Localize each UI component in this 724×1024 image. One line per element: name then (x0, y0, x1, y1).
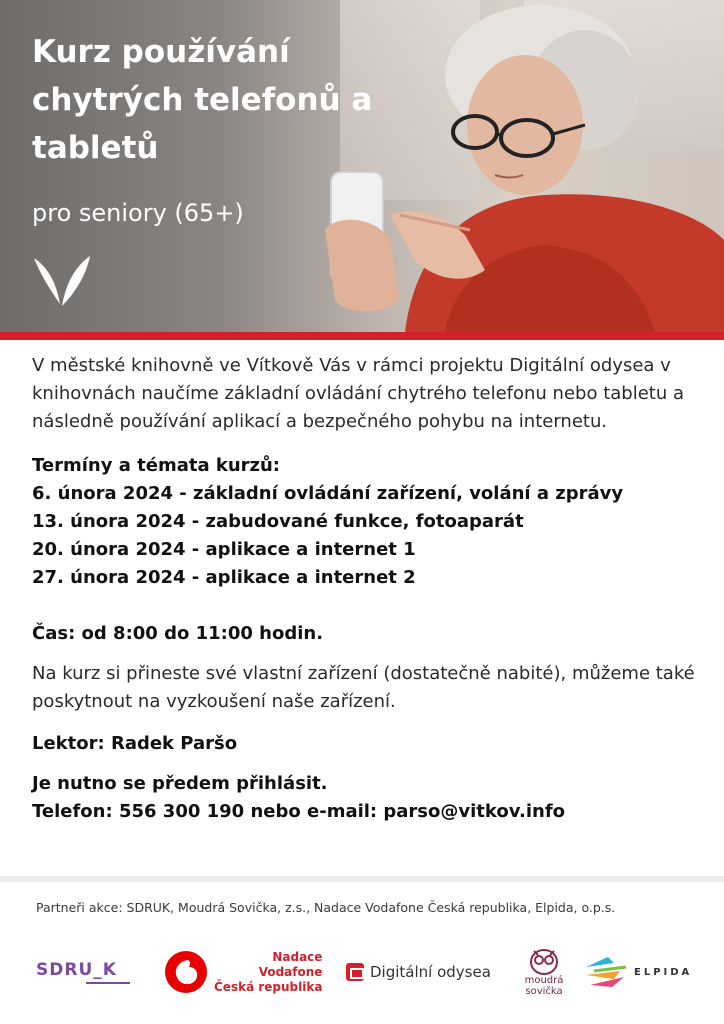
checkmark-leaf-icon (32, 252, 92, 310)
odysea-icon (346, 963, 364, 981)
registration-info (32, 770, 702, 826)
sdruk-logo (36, 940, 146, 1004)
odysea-wordmark: Digitální odysea (370, 963, 491, 981)
elpida-logo (584, 940, 696, 1004)
elpida-wordmark: ELPIDA (634, 966, 693, 978)
registration-required: Je nutno se předem přihlásit. (32, 773, 328, 794)
vodafone-foundation-text (214, 950, 322, 995)
accent-divider (0, 332, 724, 340)
sdruk-wordmark: SDRU_K (36, 960, 117, 980)
sdruk-underline (86, 982, 130, 984)
intro-paragraph: V městské knihovně ve Vítkově Vás v rámci projektu Digitální odysea v knihovnách naučíme základní ovládání chytrého telefonu nebo tabletu a následně používání aplikací a bezpečného pohybu na internetu. (32, 355, 684, 432)
bring-device-note: Na kurz si přineste své vlastní zařízení (dostatečně nabité), můžeme také poskytnout na vyzkoušení naše zařízení. (32, 663, 695, 712)
elpida-arrows-icon (584, 955, 628, 989)
partners-text: Partneři akce: SDRUK, Moudrá Sovička, z.s., Nadace Vodafone Česká republika, Elpida, o.p.s. (36, 900, 616, 915)
vodafone-line: Vodafone (258, 964, 323, 979)
vodafone-speech-mark-icon (164, 950, 208, 994)
sovicka-line: sovička (525, 986, 563, 997)
footer-divider (0, 876, 724, 882)
sovicka-line: moudrá (524, 975, 564, 986)
term-item: 13. února 2024 - zabudované funkce, fotoaparát (32, 511, 524, 532)
term-item: 27. února 2024 - aplikace a internet 2 (32, 567, 416, 588)
vodafone-line: Nadace (272, 949, 323, 964)
owl-icon (528, 947, 560, 975)
main-content (32, 352, 702, 826)
vodafone-logo (164, 940, 334, 1004)
course-title: Kurz používání chytrých telefonů a tabletů (32, 34, 373, 166)
moudra-sovicka-logo (514, 940, 574, 1004)
partner-logos (36, 940, 696, 1004)
digitalni-odysea-logo (346, 940, 506, 1004)
course-terms (32, 452, 702, 592)
vodafone-line: Česká republika (214, 979, 323, 994)
hero-banner (0, 0, 724, 332)
course-subtitle: pro seniory (65+) (32, 199, 244, 227)
term-item: 6. února 2024 - základní ovládání zařízení, volání a zprávy (32, 483, 624, 504)
terms-heading: Termíny a témata kurzů: (32, 455, 281, 476)
lector-name: Lektor: Radek Paršo (32, 733, 238, 754)
contact-line: Telefon: 556 300 190 nebo e-mail: parso@vitkov.info (32, 801, 566, 822)
term-item: 20. února 2024 - aplikace a internet 1 (32, 539, 416, 560)
course-time: Čas: od 8:00 do 11:00 hodin. (32, 623, 324, 644)
